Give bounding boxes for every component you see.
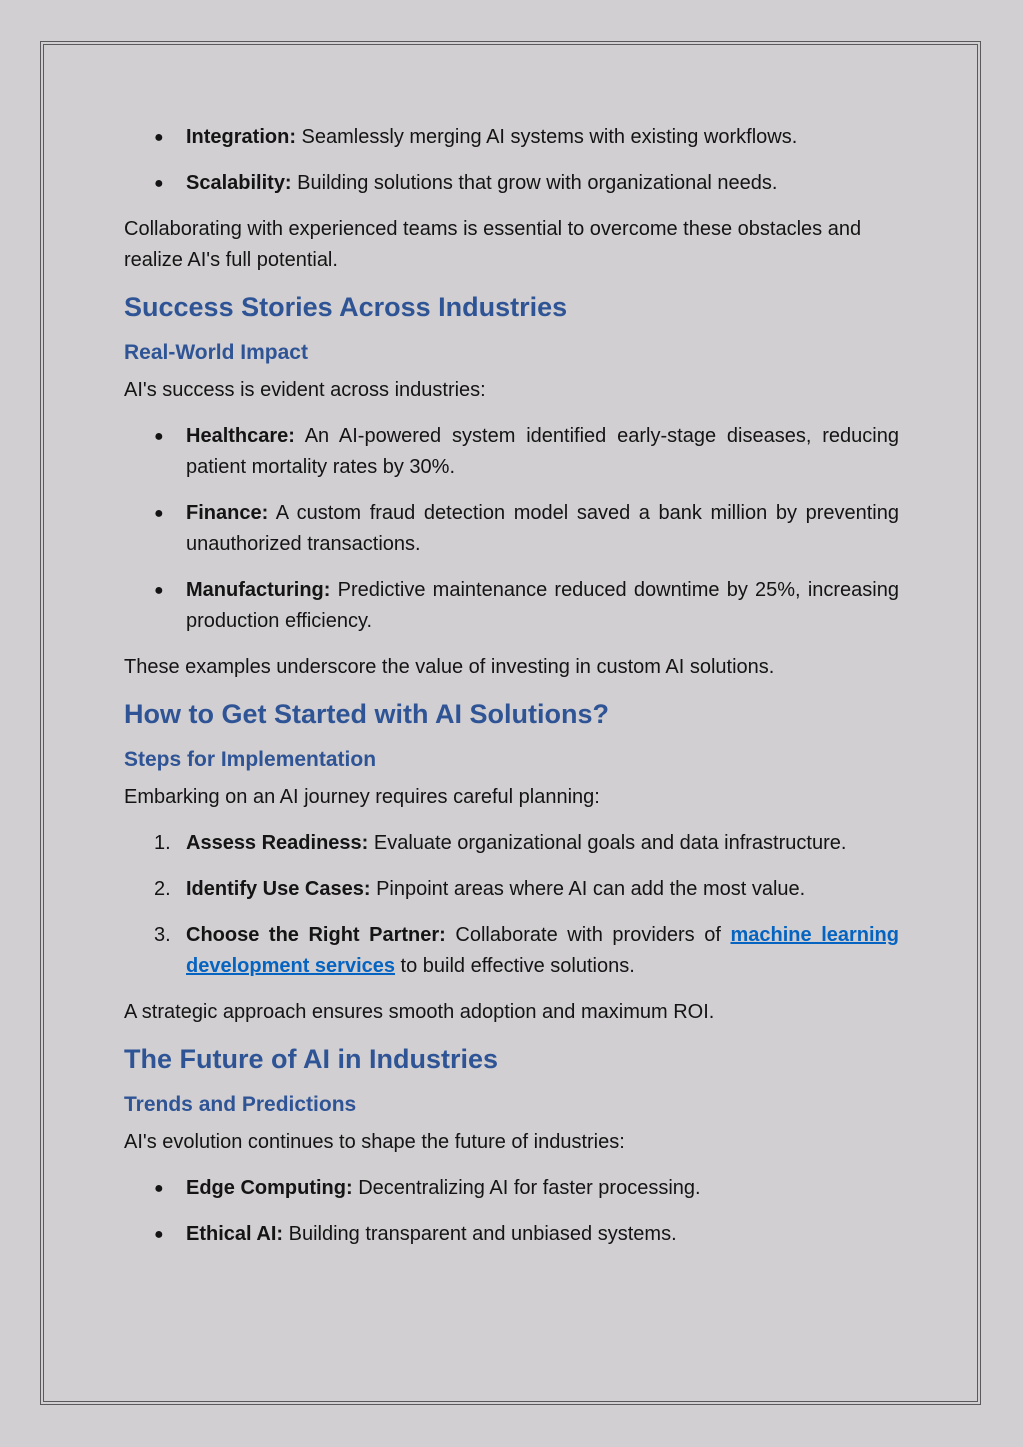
bullet-icon: ● bbox=[154, 505, 164, 522]
bullet-icon: ● bbox=[154, 175, 164, 192]
paragraph: AI's success is evident across industries: bbox=[124, 379, 486, 401]
list-item bbox=[124, 498, 899, 560]
bullet-icon: ● bbox=[154, 129, 164, 146]
list-item-text: Seamlessly merging AI systems with existing workflows. bbox=[296, 126, 798, 148]
list-item bbox=[124, 122, 899, 153]
list-item-term: Assess Readiness: bbox=[186, 832, 369, 854]
steps-list bbox=[124, 828, 899, 982]
list-item-text: A custom fraud detection model saved a bank million by preventing unauthorized transactions. bbox=[186, 502, 899, 555]
section-subheading: Steps for Implementation bbox=[124, 748, 377, 771]
list-item bbox=[124, 1219, 899, 1250]
paragraph: A strategic approach ensures smooth adoption and maximum ROI. bbox=[124, 1001, 715, 1023]
list-item bbox=[124, 421, 899, 483]
bullet-icon: ● bbox=[154, 1226, 164, 1243]
list-item-text: Collaborate with providers of bbox=[445, 924, 731, 946]
list-item-text: Decentralizing AI for faster processing. bbox=[352, 1177, 701, 1199]
section-heading: How to Get Started with AI Solutions? bbox=[124, 699, 609, 729]
list-item-term: Healthcare: bbox=[186, 425, 295, 447]
challenges-list bbox=[124, 122, 899, 199]
list-item-term: Identify Use Cases: bbox=[186, 878, 371, 900]
list-item-text: Building transparent and unbiased systems. bbox=[283, 1223, 677, 1245]
list-item-text: to build effective solutions. bbox=[395, 955, 635, 977]
paragraph: These examples underscore the value of investing in custom AI solutions. bbox=[124, 656, 775, 678]
bullet-icon: ● bbox=[154, 1180, 164, 1197]
section-subheading: Trends and Predictions bbox=[124, 1093, 357, 1116]
section-heading: The Future of AI in Industries bbox=[124, 1044, 499, 1074]
list-item-text: Predictive maintenance reduced downtime by 25%, increasing production efficiency. bbox=[186, 579, 899, 632]
list-number: 3. bbox=[154, 924, 171, 946]
document-body bbox=[124, 122, 899, 1265]
list-item bbox=[124, 874, 899, 905]
list-item bbox=[124, 575, 899, 637]
list-item-text: An AI-powered system identified early-stage diseases, reducing patient mortality rates by 30%. bbox=[186, 425, 899, 478]
list-item-text: Pinpoint areas where AI can add the most value. bbox=[370, 878, 806, 900]
list-item-text: Evaluate organizational goals and data infrastructure. bbox=[368, 832, 847, 854]
list-item-term: Manufacturing: bbox=[186, 579, 331, 601]
industries-list bbox=[124, 421, 899, 637]
section-heading: Success Stories Across Industries bbox=[124, 292, 568, 322]
list-item bbox=[124, 920, 899, 982]
list-number: 1. bbox=[154, 832, 171, 854]
list-item bbox=[124, 168, 899, 199]
list-item-term: Ethical AI: bbox=[186, 1223, 284, 1245]
list-item bbox=[124, 1173, 899, 1204]
list-item bbox=[124, 828, 899, 859]
list-item-term: Choose the Right Partner: bbox=[186, 924, 446, 946]
list-item-text: Building solutions that grow with organizational needs. bbox=[291, 172, 778, 194]
bullet-icon: ● bbox=[154, 428, 164, 445]
section-subheading: Real-World Impact bbox=[124, 341, 308, 364]
list-number: 2. bbox=[154, 878, 171, 900]
paragraph: Collaborating with experienced teams is essential to overcome these obstacles and realize AI's full potential. bbox=[124, 218, 862, 271]
list-item-term: Integration: bbox=[186, 126, 296, 148]
trends-list bbox=[124, 1173, 899, 1250]
list-item-term: Finance: bbox=[186, 502, 269, 524]
bullet-icon: ● bbox=[154, 582, 164, 599]
paragraph: AI's evolution continues to shape the future of industries: bbox=[124, 1131, 625, 1153]
list-item-term: Scalability: bbox=[186, 172, 292, 194]
paragraph: Embarking on an AI journey requires careful planning: bbox=[124, 786, 600, 808]
ml-services-link[interactable]: machine learning development services bbox=[186, 924, 899, 977]
list-item-term: Edge Computing: bbox=[186, 1177, 353, 1199]
